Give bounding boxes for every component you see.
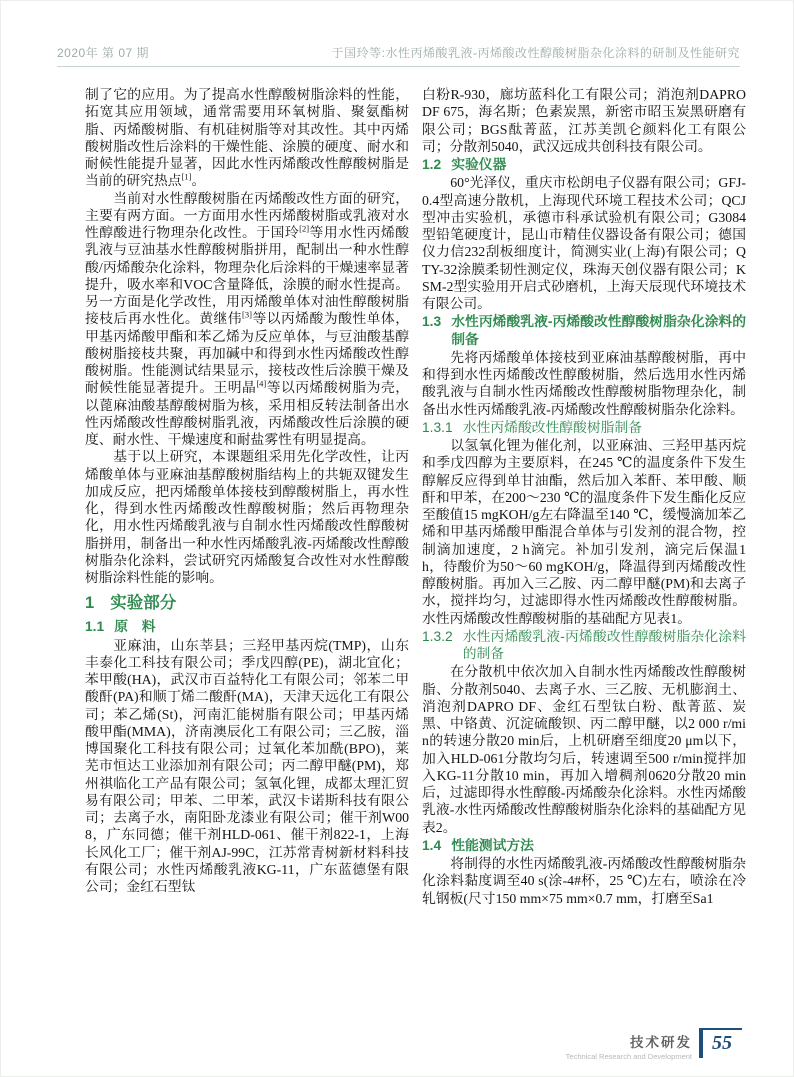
heading-number: 1.4 [422, 837, 442, 853]
section-heading-1 [85, 593, 409, 613]
heading-text: 水性丙烯酸乳液-丙烯酸改性醇酸树脂杂化涂料的制备 [462, 628, 746, 661]
right-column [422, 86, 746, 907]
footer-section [566, 1028, 692, 1061]
paragraph: 制了它的应用。为了提高水性醇酸树脂涂料的性能，拓宽其应用领域，通常需要用环氧树脂、聚氨酯树脂、丙烯酸树脂、有机硅树脂等对其改性。其中丙烯酸树脂改性后涂料的干燥性能、涂膜的硬度、耐水和耐候性能提升显著，因此水性丙烯酸改性醇酸树脂是当前的研究热点[1]。 [85, 87, 409, 189]
heading-text: 水性丙烯酸改性醇酸树脂制备 [462, 419, 643, 435]
paragraph: 以氢氧化锂为催化剂，以亚麻油、三羟甲基丙烷和季戊四醇为主要原料，在245 ℃的温度条件下发生醇解反应得到单甘油酯，然后加入苯酐、苯甲酸、顺酐和甲苯，在200～230 ℃的温度条件下发生酯化反应至酸值15 mgKOH/g左右降温至140 ℃，缓慢滴加苯乙烯和甲基丙烯酸甲酯混合单体与引发剂的混合物，控制滴加速度，2 h滴完。补加引发剂，滴完后保温1 h，待酸价为50～60 mgKOH/g，降温得到丙烯酸改性醇酸树脂。再加入三乙胺、丙二醇甲醚(PM)和去离子水，搅拌均匀，过滤即得水性丙烯酸改性醇酸树脂。水性丙烯酸改性醇酸树脂的基础配方见表1。 [422, 438, 746, 626]
header-issue: 2020年 第 07 期 [57, 46, 150, 60]
paragraph: 当前对水性醇酸树脂在丙烯酸改性方面的研究，主要有两方面。一方面用水性丙烯酸树脂或乳液对水性醇酸进行物理杂化改性。于国玲[2]等用水性丙烯酸乳液与豆油基水性醇酸树脂拼用，配制出一种水性醇酸/丙烯酸杂化涂料，物理杂化后涂料的干燥速率显著提升，吸水率和VOC含量降低，涂膜的耐水性提高。另一方面是化学改性，用丙烯酸单体对油性醇酸树脂接枝后再水性化。黄继伟[3]等以丙烯酸为酸性单体，甲基丙烯酸甲酯和苯乙烯为反应单体，与豆油酸基醇酸树脂接枝共聚，再加碱中和得到水性丙烯酸改性醇酸树脂。性能测试结果显示，接枝改性后涂膜干燥及耐候性能显著提升。王明晶[4]等以丙烯酸树脂为壳，以蓖麻油酸基醇酸树脂为核，采用相反转法制备出水性丙烯酸改性醇酸树脂乳液，丙烯酸改性后涂膜的硬度、耐水性、干燥速度和耐盐雾性有明显提高。 [85, 190, 410, 447]
section-heading-1-2 [422, 156, 746, 173]
citation-ref: [3] [242, 309, 252, 320]
heading-number: 1.3.1 [422, 419, 453, 435]
paragraph: 在分散机中依次加入自制水性丙烯酸改性醇酸树脂、分散剂5040、去离子水、三乙胺、无机膨润土、消泡剂DAPRO DF、金红石型钛白粉、酞菁蓝、炭黑、中铬黄、沉淀硫酸钡、丙二醇甲醚，以2 000 r/min的转速分散20 min后，上机研磨至细度20 μm以下，加入HLD-061分散均匀后，转速调至500 r/min搅拌加入KG-11分散10 min，再加入增稠剂0620分散20 min后，过滤即得水性醇酸-丙烯酸杂化涂料。水性丙烯酸乳液-水性丙烯酸改性醇酸树脂杂化涂料的基础配方见表2。 [422, 664, 746, 835]
paragraph: 先将丙烯酸单体接枝到亚麻油基醇酸树脂，再中和得到水性丙烯酸改性醇酸树脂，然后选用水性丙烯酸乳液与自制水性丙烯酸改性醇酸树脂物理杂化，制备出水性丙烯酸乳液-丙烯酸改性醇酸树脂杂化涂料。 [422, 349, 746, 417]
heading-number: 1.2 [422, 157, 442, 172]
heading-number: 1 [85, 594, 95, 613]
page-number-box [699, 1028, 742, 1058]
paragraph: 60°光泽仪，重庆市松朗电子仪器有限公司；GFJ-0.4型高速分散机，上海现代环境工程技术公司；QCJ型冲击实验机，承德市科承试验机有限公司；G3084型铅笔硬度计，昆山市精佳仪器设备有限公司；德国仪力信232刮板细度计，简测实业(上海)有限公司；QTY-32涂膜柔韧性测定仪，珠海天创仪器有限公司；KSM-2型实验用开启式砂磨机，上海天辰现代环境技术有限公司。 [422, 175, 746, 311]
section-heading-1-4 [422, 837, 746, 854]
heading-text: 水性丙烯酸乳液-丙烯酸改性醇酸树脂杂化涂料的制备 [451, 314, 746, 347]
heading-text: 性能测试方法 [451, 837, 534, 853]
citation-ref: [4] [256, 378, 267, 389]
section-heading-1-3-1 [422, 419, 746, 436]
footer-section-en: Technical Research and Development [565, 1052, 692, 1061]
heading-text: 实验仪器 [451, 157, 507, 172]
page-body [85, 86, 746, 907]
left-column [85, 86, 409, 907]
paragraph: 将制得的水性丙烯酸乳液-丙烯酸改性醇酸树脂杂化涂料黏度调至40 s(涂-4#杯，25 ℃)左右，喷涂在冷轧钢板(尺寸150 mm×75 mm×0.7 mm，打磨至Sa1 [422, 856, 746, 906]
header-running-title: 于国玲等:水性丙烯酸乳液-丙烯酸改性醇酸树脂杂化涂料的研制及性能研究 [331, 46, 740, 60]
paragraph: 基于以上研究，本课题组采用先化学改性，让丙烯酸单体与亚麻油基醇酸树脂结构上的共轭双键发生加成反应，把丙烯酸单体接枝到醇酸树脂上，再水性化，得到水性丙烯酸改性醇酸树脂；然后再物理杂化，用水性丙烯酸乳液与自制水性丙烯酸改性醇酸树脂拼用，制备出一种水性丙烯酸乳液-丙烯酸改性醇酸树脂杂化涂料，尝试研究丙烯酸复合改性对水性醇酸树脂涂料性能的影响。 [85, 449, 409, 585]
heading-number: 1.3.2 [422, 628, 453, 644]
header-divider [57, 66, 740, 67]
section-heading-1-3-2 [422, 628, 746, 663]
footer-section-cn: 技术研发 [630, 1035, 692, 1050]
section-heading-1-3 [422, 313, 746, 348]
heading-text: 实验部分 [110, 594, 177, 613]
heading-text: 原 料 [114, 619, 156, 635]
heading-number: 1.1 [85, 619, 105, 635]
paragraph: 白粉R-930，廊坊蓝科化工有限公司；消泡剂DAPRO DF 675，海名斯；色素炭黑，新密市昭玉炭黑研磨有限公司；BGS酞菁蓝，江苏美凯仑颜料化工有限公司；分散剂5040，武汉远成共创科技有限公司。 [422, 87, 746, 154]
page-number: 55 [703, 1028, 742, 1058]
citation-ref: [2] [299, 223, 310, 234]
paragraph: 亚麻油，山东莘县；三羟甲基丙烷(TMP)，山东丰泰化工科技有限公司；季戊四醇(PE)，湖北宜化；苯甲酸(HA)，武汉市百益特化工有限公司；邻苯二甲酸酐(PA)和顺丁烯二酸酐(MA)，天津天远化工有限公司；苯乙烯(St)，河南汇能树脂有限公司；甲基丙烯酸甲酯(MMA)，济南澳辰化工有限公司；三乙胺，淄博国聚化工科技有限公司；过氧化苯加酰(BPO)，莱芜市恒达工业添加剂有限公司；丙二醇甲醚(PM)，郑州祺临化工产品有限公司；氢氧化锂，成都太理汇贸易有限公司；甲苯、二甲苯，武汉卡诺斯科技有限公司；去离子水，南阳卧龙漆业有限公司；催干剂W008，广东同德；催干剂HLD-061、催干剂822-1，上海长风化工厂；催干剂AJ-99C，江苏常青树新材料科技有限公司；水性丙烯酸乳液KG-11，广东蓝德堡有限公司；金红石型钛 [85, 637, 409, 894]
page-header [57, 44, 740, 61]
section-heading-1-1 [85, 618, 409, 635]
heading-number: 1.3 [422, 314, 442, 330]
page-footer [566, 1028, 742, 1061]
citation-ref: [1] [181, 171, 192, 182]
